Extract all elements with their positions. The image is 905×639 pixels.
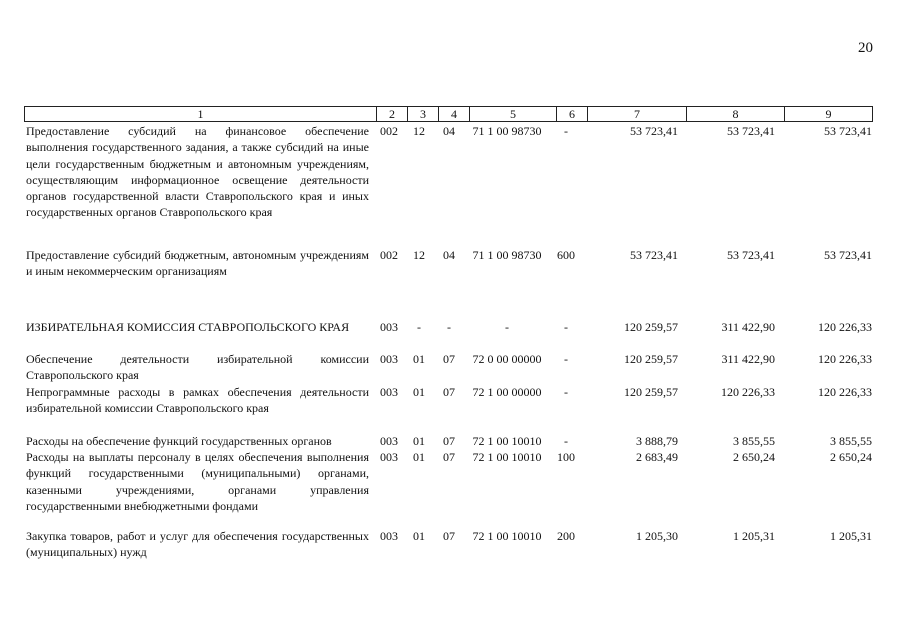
cell-amount-9: 53 723,41 [824, 248, 872, 262]
header-cell-5: 5 [469, 107, 556, 121]
cell-amount-9: 120 226,33 [818, 385, 872, 399]
cell-section: 01 [413, 352, 425, 366]
cell-ministry: 002 [380, 124, 398, 138]
row-description: Предоставление субсидий бюджетным, автономным учреждениям и иным некоммерческим организациям [26, 248, 369, 279]
page-number: 20 [858, 40, 873, 56]
cell-amount-8: 53 723,41 [727, 248, 775, 262]
cell-amount-8: 311 422,90 [721, 320, 775, 334]
cell-subsection: 07 [443, 352, 455, 366]
cell-target-article: 71 1 00 98730 [472, 124, 542, 138]
cell-amount-7: 53 723,41 [630, 124, 678, 138]
cell-ministry: 003 [380, 385, 398, 399]
cell-section: 12 [413, 248, 425, 262]
cell-amount-8: 3 855,55 [733, 434, 775, 448]
cell-target-article: 72 1 00 10010 [472, 529, 542, 543]
cell-expense-type: 200 [557, 529, 575, 543]
cell-amount-8: 53 723,41 [727, 124, 775, 138]
row-description: Непрограммные расходы в рамках обеспечения деятельности избирательной комиссии Ставропольского края [26, 385, 369, 416]
cell-expense-type: - [564, 385, 568, 399]
cell-target-article: 71 1 00 98730 [472, 248, 542, 262]
cell-target-article: 72 1 00 10010 [472, 434, 542, 448]
cell-amount-8: 2 650,24 [733, 450, 775, 464]
cell-amount-7: 3 888,79 [636, 434, 678, 448]
cell-amount-9: 3 855,55 [830, 434, 872, 448]
cell-ministry: 003 [380, 434, 398, 448]
cell-subsection: - [447, 320, 451, 334]
cell-amount-9: 120 226,33 [818, 352, 872, 366]
cell-ministry: 003 [380, 352, 398, 366]
cell-section: 01 [413, 385, 425, 399]
cell-amount-7: 2 683,49 [636, 450, 678, 464]
header-cell-4: 4 [438, 107, 469, 121]
cell-amount-7: 53 723,41 [630, 248, 678, 262]
cell-subsection: 04 [443, 248, 455, 262]
cell-expense-type: - [564, 124, 568, 138]
cell-amount-8: 120 226,33 [721, 385, 775, 399]
cell-section: - [417, 320, 421, 334]
cell-target-article: - [505, 320, 509, 334]
cell-expense-type: 600 [557, 248, 575, 262]
cell-expense-type: - [564, 320, 568, 334]
cell-ministry: 002 [380, 248, 398, 262]
table-header [24, 106, 873, 122]
cell-subsection: 07 [443, 385, 455, 399]
cell-amount-7: 120 259,57 [624, 385, 678, 399]
header-cell-9: 9 [784, 107, 872, 121]
row-description: ИЗБИРАТЕЛЬНАЯ КОМИССИЯ СТАВРОПОЛЬСКОГО КРАЯ [26, 320, 350, 334]
row-description: Расходы на обеспечение функций государственных органов [26, 434, 332, 448]
row-description: Закупка товаров, работ и услуг для обеспечения государственных (муниципальных) нужд [26, 529, 369, 560]
cell-target-article: 72 0 00 00000 [472, 352, 542, 366]
cell-target-article: 72 1 00 00000 [472, 385, 542, 399]
cell-target-article: 72 1 00 10010 [472, 450, 542, 464]
cell-section: 12 [413, 124, 425, 138]
cell-amount-7: 120 259,57 [624, 352, 678, 366]
header-cell-6: 6 [556, 107, 587, 121]
header-cell-2: 2 [376, 107, 407, 121]
cell-expense-type: 100 [557, 450, 575, 464]
cell-amount-7: 1 205,30 [636, 529, 678, 543]
cell-amount-9: 53 723,41 [824, 124, 872, 138]
cell-ministry: 003 [380, 529, 398, 543]
cell-amount-8: 1 205,31 [733, 529, 775, 543]
header-cell-1: 1 [197, 107, 204, 121]
cell-subsection: 04 [443, 124, 455, 138]
cell-amount-9: 120 226,33 [818, 320, 872, 334]
cell-expense-type: - [564, 434, 568, 448]
row-description: Предоставление субсидий на финансовое обеспечение выполнения государственного задания, а также субсидий на иные цели государственным бюджетным и автономным учреждениям, осуществляющим информационное освещение деятельности органов государственной власти Ставропольского края и иных государственных органов Ставропольского края [26, 124, 369, 220]
cell-section: 01 [413, 450, 425, 464]
row-description: Расходы на выплаты персоналу в целях обеспечения выполнения функций государственными (муниципальными) органами, казенными учреждениями, органами управления государственными внебюджетными фондами [26, 450, 369, 513]
header-cell-7: 7 [587, 107, 686, 121]
cell-ministry: 003 [380, 320, 398, 334]
header-cell-3: 3 [407, 107, 438, 121]
header-cell-8: 8 [686, 107, 784, 121]
cell-section: 01 [413, 434, 425, 448]
cell-amount-9: 2 650,24 [830, 450, 872, 464]
cell-expense-type: - [564, 352, 568, 366]
cell-ministry: 003 [380, 450, 398, 464]
cell-amount-8: 311 422,90 [721, 352, 775, 366]
cell-subsection: 07 [443, 450, 455, 464]
row-description: Обеспечение деятельности избирательной комиссии Ставропольского края [26, 352, 369, 383]
cell-subsection: 07 [443, 529, 455, 543]
cell-subsection: 07 [443, 434, 455, 448]
cell-amount-9: 1 205,31 [830, 529, 872, 543]
cell-section: 01 [413, 529, 425, 543]
cell-amount-7: 120 259,57 [624, 320, 678, 334]
